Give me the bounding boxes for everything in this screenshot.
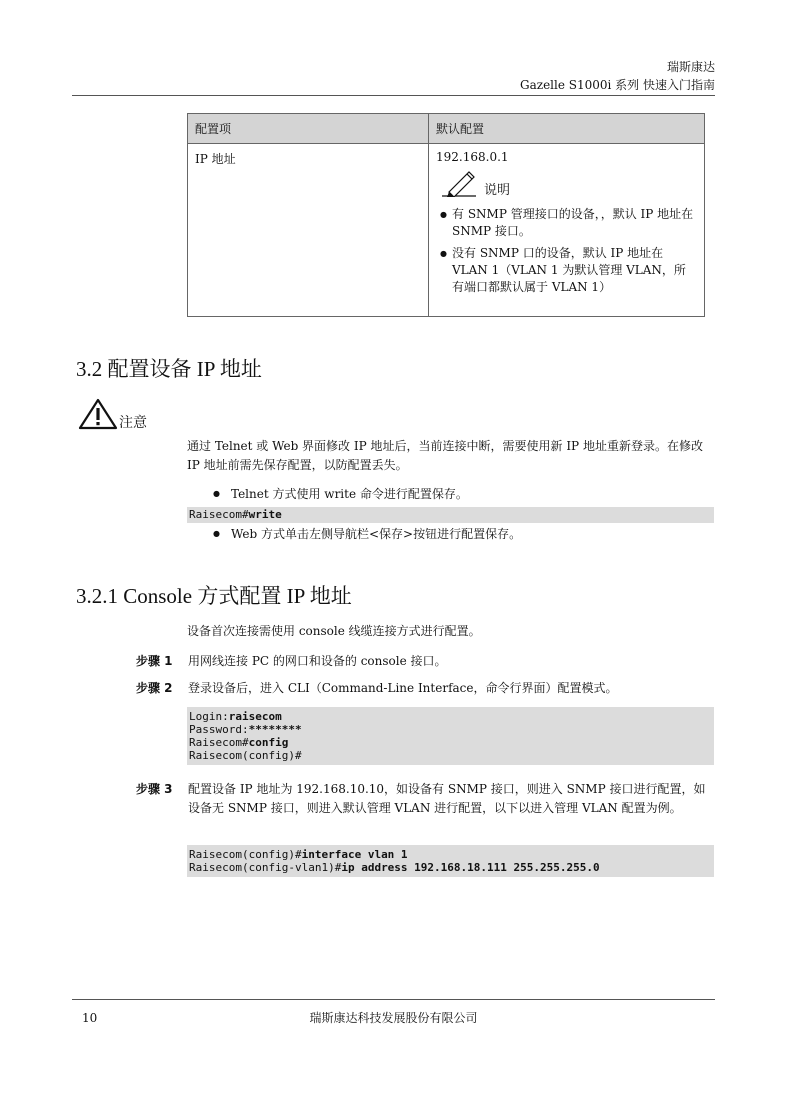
header-company: 瑞斯康达 — [666, 60, 715, 74]
table-header-item: 配置项 — [188, 114, 429, 144]
code-block-ip — [187, 845, 714, 877]
section-3-2-1-heading: 3.2.1 Console 方式配置 IP 地址 — [76, 584, 352, 608]
code-prompt: Raisecom(config-vlan1)# — [189, 861, 342, 874]
code-prompt: Raisecom# — [189, 508, 249, 521]
note-list — [436, 206, 697, 296]
code-line — [189, 723, 714, 736]
table-header-default: 默认配置 — [429, 114, 705, 144]
bullet-web — [213, 525, 521, 543]
step-2-text: 登录设备后，进入 CLI（Command-Line Interface，命令行界面）配置模式。 — [188, 681, 618, 695]
table-row — [188, 144, 705, 317]
page-number: 10 — [82, 1011, 98, 1025]
step-1 — [136, 652, 716, 671]
footer-rule — [72, 999, 715, 1000]
note-header — [436, 170, 697, 200]
caution-label: 注意 — [119, 415, 147, 431]
step-1-text: 用网线连接 PC 的网口和设备的 console 接口。 — [188, 654, 447, 668]
step-1-label: 步骤 1 — [136, 654, 173, 668]
bullet-telnet-text: Telnet 方式使用 write 命令进行配置保存。 — [231, 487, 468, 501]
header-doc-title: Gazelle S1000i 系列 快速入门指南 — [520, 78, 715, 92]
footer-company: 瑞斯康达科技发展股份有限公司 — [309, 1011, 478, 1025]
table-cell-item: IP 地址 — [188, 144, 429, 317]
caution-header — [78, 398, 147, 434]
pencil-note-icon — [436, 167, 482, 200]
table-header-row — [188, 114, 705, 144]
code-command: write — [248, 508, 282, 521]
code-prompt: Raisecom(config)# — [189, 848, 302, 861]
code-line — [189, 861, 714, 874]
code-command: ******** — [248, 723, 302, 736]
code-block-login — [187, 707, 714, 765]
step-3-label: 步骤 3 — [136, 782, 173, 796]
note-label: 说明 — [484, 183, 511, 198]
code-command: interface vlan 1 — [301, 848, 408, 861]
warning-triangle-icon — [78, 398, 118, 434]
code-command: raisecom — [228, 710, 282, 723]
section-intro: 设备首次连接需使用 console 线缆连接方式进行配置。 — [187, 624, 481, 638]
default-ip-value: 192.168.0.1 — [436, 150, 509, 164]
code-prompt: Raisecom# — [189, 736, 249, 749]
code-prompt: Password: — [189, 723, 249, 736]
table-cell-default — [429, 144, 705, 317]
code-line — [189, 848, 714, 861]
bullet-web-text: Web 方式单击左侧导航栏<保存>按钮进行配置保存。 — [231, 527, 522, 541]
step-3 — [136, 780, 716, 818]
code-block-write — [187, 507, 714, 523]
code-command: config — [248, 736, 289, 749]
step-3-text: 配置设备 IP 地址为 192.168.10.10，如设备有 SNMP 接口，则进入 SNMP 接口进行配置，如设备无 SNMP 接口，则进入默认管理 VLAN 进行配置，以下以进入管理 VLAN 配置为例。 — [188, 782, 706, 815]
code-line — [189, 749, 714, 762]
code-command: ip address 192.168.18.111 255.255.255.0 — [341, 861, 600, 874]
header-rule — [72, 95, 715, 96]
code-prompt: Raisecom(config)# — [189, 749, 302, 762]
bullet-dot: ● — [213, 529, 220, 538]
step-2-label: 步骤 2 — [136, 681, 173, 695]
bullet-telnet — [213, 485, 468, 503]
caution-text: 通过 Telnet 或 Web 界面修改 IP 地址后，当前连接中断，需要使用新 IP 地址重新登录。在修改 IP 地址前需先保存配置，以防配置丢失。 — [187, 439, 703, 472]
bullet-dot: ● — [213, 489, 220, 498]
default-config-table — [187, 113, 705, 317]
code-line — [189, 710, 714, 723]
code-prompt: Login: — [189, 710, 229, 723]
note-item: ● 没有 SNMP 口的设备，默认 IP 地址在 VLAN 1（VLAN 1 为默认管理 VLAN，所有端口都默认属于 VLAN 1） — [452, 245, 697, 296]
step-2 — [136, 679, 716, 698]
note-item: ● 有 SNMP 管理接口的设备，，默认 IP 地址在 SNMP 接口。 — [452, 206, 697, 240]
code-line — [189, 736, 714, 749]
section-3-2-heading: 3.2 配置设备 IP 地址 — [76, 357, 262, 381]
